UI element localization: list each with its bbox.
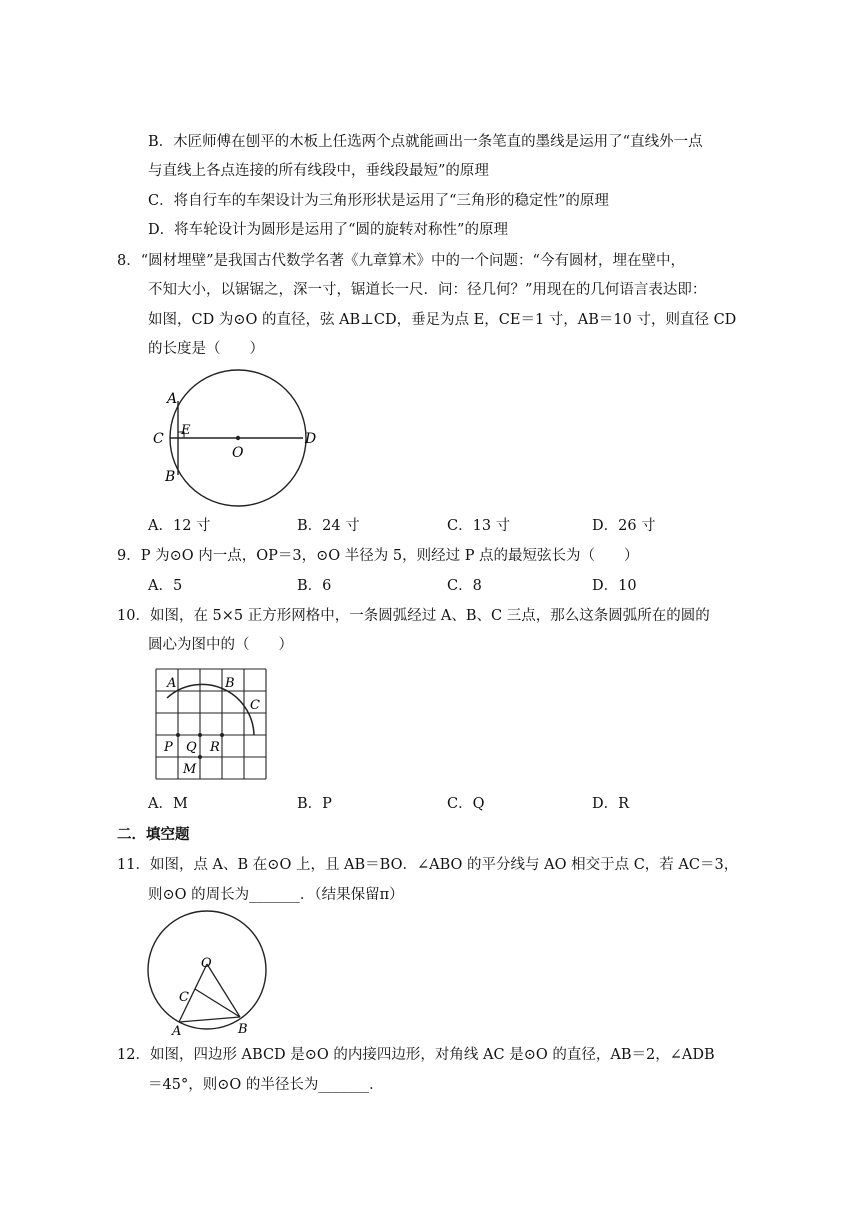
q11-segment-ob bbox=[207, 964, 240, 1017]
q11-label-a: A bbox=[172, 1024, 182, 1039]
q10-option-c[interactable]: C．Q bbox=[447, 796, 485, 812]
section-heading: 二．填空题 bbox=[117, 827, 190, 843]
q8-option-a[interactable]: A．12 寸 bbox=[148, 518, 211, 534]
q11-label-c: C bbox=[179, 990, 189, 1005]
q10-option-d[interactable]: D．R bbox=[592, 796, 630, 812]
q11-label-b: B bbox=[238, 1022, 248, 1037]
q12-line1: 12．如图，四边形 ABCD 是⊙O 的内接四边形，对角线 AC 是⊙O 的直径，AB＝2，∠ADB bbox=[117, 1047, 715, 1063]
q11-line2: 则⊙O 的周长为_______．（结果保留π） bbox=[148, 887, 404, 903]
q8-option-c[interactable]: C．13 寸 bbox=[447, 518, 511, 534]
q11-label-o: O bbox=[201, 956, 212, 971]
q10-label-m: M bbox=[183, 762, 197, 777]
q12-line2: ＝45°，则⊙O 的半径长为_______． bbox=[148, 1077, 384, 1093]
q7-option-b-line2: 与直线上各点连接的所有线段中，垂线段最短”的原理 bbox=[148, 163, 489, 179]
q7-option-b-line1: B．木匠师傅在刨平的木板上任选两个点就能画出一条笔直的墨线是运用了“直线外一点 bbox=[148, 134, 703, 150]
q8-label-o: O bbox=[232, 445, 244, 461]
q10-arc bbox=[167, 684, 254, 735]
q11-line1: 11．如图，点 A、B 在⊙O 上，且 AB＝BO．∠ABO 的平分线与 AO 相交于点 C，若 AC＝3， bbox=[117, 857, 739, 873]
q8-line2: 不知大小，以锯锯之，深一寸，锯道长一尺．问：径几何？”用现在的几何语言表达即： bbox=[148, 282, 707, 298]
q11-segment-bc bbox=[195, 989, 240, 1017]
q8-option-b[interactable]: B．24 寸 bbox=[297, 518, 360, 534]
q11-segment-ab bbox=[179, 1017, 240, 1022]
q8-label-a: A bbox=[167, 391, 178, 407]
q9-option-b[interactable]: B．6 bbox=[297, 578, 332, 594]
q7-option-c: C．将自行车的车架设计为三角形形状是运用了“三角形的稳定性”的原理 bbox=[148, 193, 609, 209]
q8-label-c: C bbox=[153, 431, 164, 447]
q10-point-q bbox=[198, 733, 202, 737]
q10-label-b: B bbox=[225, 676, 235, 691]
q9-line1: 9．P 为⊙O 内一点，OP＝3，⊙O 半径为 5，则经过 P 点的最短弦长为（ ） bbox=[117, 548, 639, 564]
q8-line1: 8．“圆材埋壁”是我国古代数学名著《九章算术》中的一个问题：“今有圆材，埋在壁中， bbox=[117, 253, 685, 269]
q8-line3: 如图，CD 为⊙O 的直径，弦 AB⊥CD，垂足为点 E，CE＝1 寸，AB＝10 寸，则直径 CD bbox=[148, 312, 737, 328]
q10-point-r bbox=[220, 733, 224, 737]
q11-circle-figure bbox=[145, 905, 275, 1040]
q10-label-p: P bbox=[164, 740, 173, 755]
q9-option-d[interactable]: D．10 bbox=[592, 578, 637, 594]
q10-option-b[interactable]: B．P bbox=[297, 796, 332, 812]
q8-circle-figure bbox=[145, 365, 330, 510]
q10-label-r: R bbox=[210, 740, 220, 755]
q8-line4: 的长度是（ ） bbox=[148, 341, 264, 357]
q10-point-p bbox=[176, 733, 180, 737]
q10-line2: 圆心为图中的（ ） bbox=[148, 637, 293, 653]
q10-option-a[interactable]: A．M bbox=[148, 796, 188, 812]
q8-center-dot bbox=[236, 436, 240, 440]
q9-option-c[interactable]: C．8 bbox=[447, 578, 482, 594]
q10-label-a: A bbox=[167, 676, 177, 691]
q8-label-e: E bbox=[181, 423, 191, 438]
q10-line1: 10．如图，在 5×5 正方形网格中，一条圆弧经过 A、B、C 三点，那么这条圆弧所在的圆的 bbox=[117, 608, 710, 624]
q10-label-q: Q bbox=[186, 740, 197, 755]
q10-point-m bbox=[198, 755, 202, 759]
q8-label-d: D bbox=[305, 431, 317, 447]
q7-option-d: D．将车轮设计为圆形是运用了“圆的旋转对称性”的原理 bbox=[148, 222, 508, 238]
q8-label-b: B bbox=[165, 469, 176, 485]
q10-grid-figure bbox=[150, 663, 275, 788]
q8-option-d[interactable]: D．26 寸 bbox=[592, 518, 656, 534]
q9-option-a[interactable]: A．5 bbox=[148, 578, 183, 594]
q10-label-c: C bbox=[250, 698, 260, 713]
